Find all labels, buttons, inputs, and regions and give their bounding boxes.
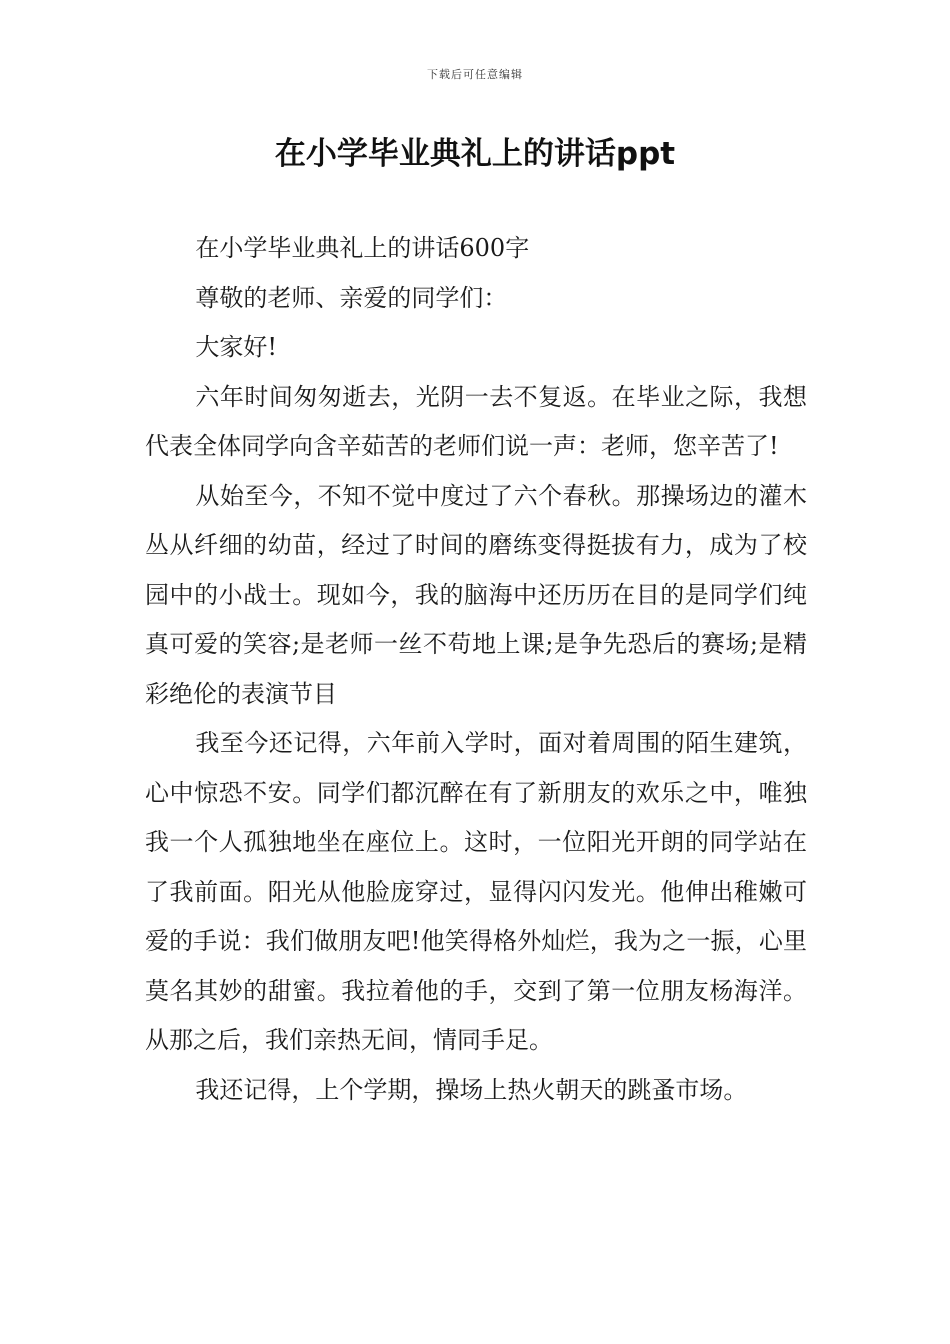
paragraph: 我还记得，上个学期，操场上热火朝天的跳蚤市场。 bbox=[195, 1075, 748, 1104]
paragraph: 我至今还记得，六年前入学时，面对着周围的陌生建筑，心中惊恐不安。同学们都沉醉在有了新朋友的欢乐之中，唯独我一个人孤独地坐在座位上。这时，一位阳光开朗的同学站在了我前面。阳光从他脸庞穿过，显得闪闪发光。他伸出稚嫩可爱的手说：我们做朋友吧!他笑得格外灿烂，我为之一振，心里莫名其妙的甜蜜。我拉着他的手，交到了第一位朋友杨海洋。从那之后，我们亲热无间，情同手足。 bbox=[145, 729, 807, 1054]
document-title: 在小学毕业典礼上的讲话ppt bbox=[274, 136, 676, 172]
speech-subtitle: 在小学毕业典礼上的讲话600字 bbox=[195, 234, 530, 262]
paragraph: 从始至今，不知不觉中度过了六个春秋。那操场边的灌木丛从纤细的幼苗，经过了时间的磨练变得挺拔有力，成为了校园中的小战士。现如今，我的脑海中还历历在目的是同学们纯真可爱的笑容;是老师一丝不苟地上课;是争先恐后的赛场;是精彩绝伦的表演节目 bbox=[145, 481, 807, 708]
document-body bbox=[145, 224, 807, 1115]
header-note: 下载后可任意编辑 bbox=[427, 68, 523, 81]
greeting: 大家好! bbox=[195, 333, 278, 361]
paragraph: 六年时间匆匆逝去，光阴一去不复返。在毕业之际，我想代表全体同学向含辛茹苦的老师们说一声：老师，您辛苦了! bbox=[145, 382, 807, 460]
salutation: 尊敬的老师、亲爱的同学们： bbox=[195, 283, 508, 312]
